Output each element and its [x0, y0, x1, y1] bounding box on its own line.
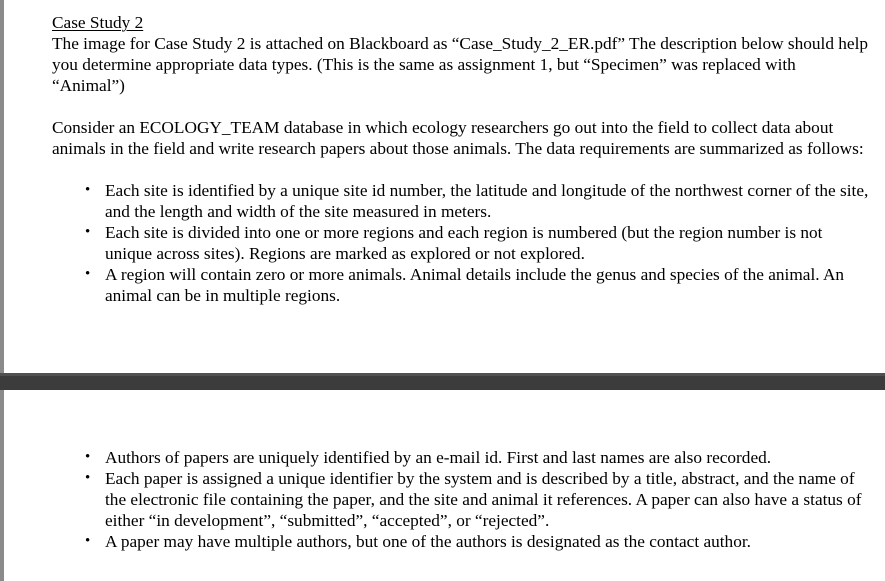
list-item: [52, 447, 870, 468]
description-paragraph: Consider an ECOLOGY_TEAM database in which ecology researchers go out into the field to collect data about animals in the field and write research papers about those animals. The data requirements are summarized as follows:: [52, 118, 864, 158]
list-item-text: A paper may have multiple authors, but one of the authors is designated as the contact author.: [105, 532, 751, 551]
bullet-icon: •: [85, 266, 91, 282]
list-item-text: Each site is identified by a unique site id number, the latitude and longitude of the northwest corner of the site, and the length and width of the site measured in meters.: [105, 181, 869, 221]
list-item: [52, 264, 870, 306]
list-item: [52, 222, 870, 264]
list-item: [52, 531, 870, 552]
bullet-icon: •: [85, 533, 91, 549]
list-item-text: Authors of papers are uniquely identified by an e-mail id. First and last names are also recorded.: [105, 448, 772, 467]
bullet-icon: •: [85, 182, 91, 198]
list-item-text: Each site is divided into one or more regions and each region is numbered (but the region number is not unique across sites). Regions are marked as explored or not explored.: [105, 223, 823, 263]
bullet-icon: •: [85, 470, 91, 486]
list-item-text: A region will contain zero or more animals. Animal details include the genus and species of the animal. An animal can be in multiple regions.: [105, 265, 845, 305]
list-item-text: Each paper is assigned a unique identifier by the system and is described by a title, abstract, and the name of the electronic file containing the paper, and the site and animal it references. A paper can also have a status of either “in development”, “submitted”, “accepted”, or “rejected”.: [105, 469, 862, 530]
requirements-list-page-2: [52, 447, 870, 552]
bullet-icon: •: [85, 224, 91, 240]
case-study-title: Case Study 2: [52, 13, 144, 32]
list-item: [52, 180, 870, 222]
bullet-icon: •: [85, 449, 91, 465]
requirements-list-page-1: [52, 180, 870, 306]
page-separator-shade: [0, 373, 885, 376]
intro-paragraph: The image for Case Study 2 is attached on Blackboard as “Case_Study_2_ER.pdf” The description below should help you determine appropriate data types. (This is the same as assignment 1, but “Specimen” was replaced with “Animal”): [52, 34, 869, 95]
list-item: [52, 468, 870, 531]
